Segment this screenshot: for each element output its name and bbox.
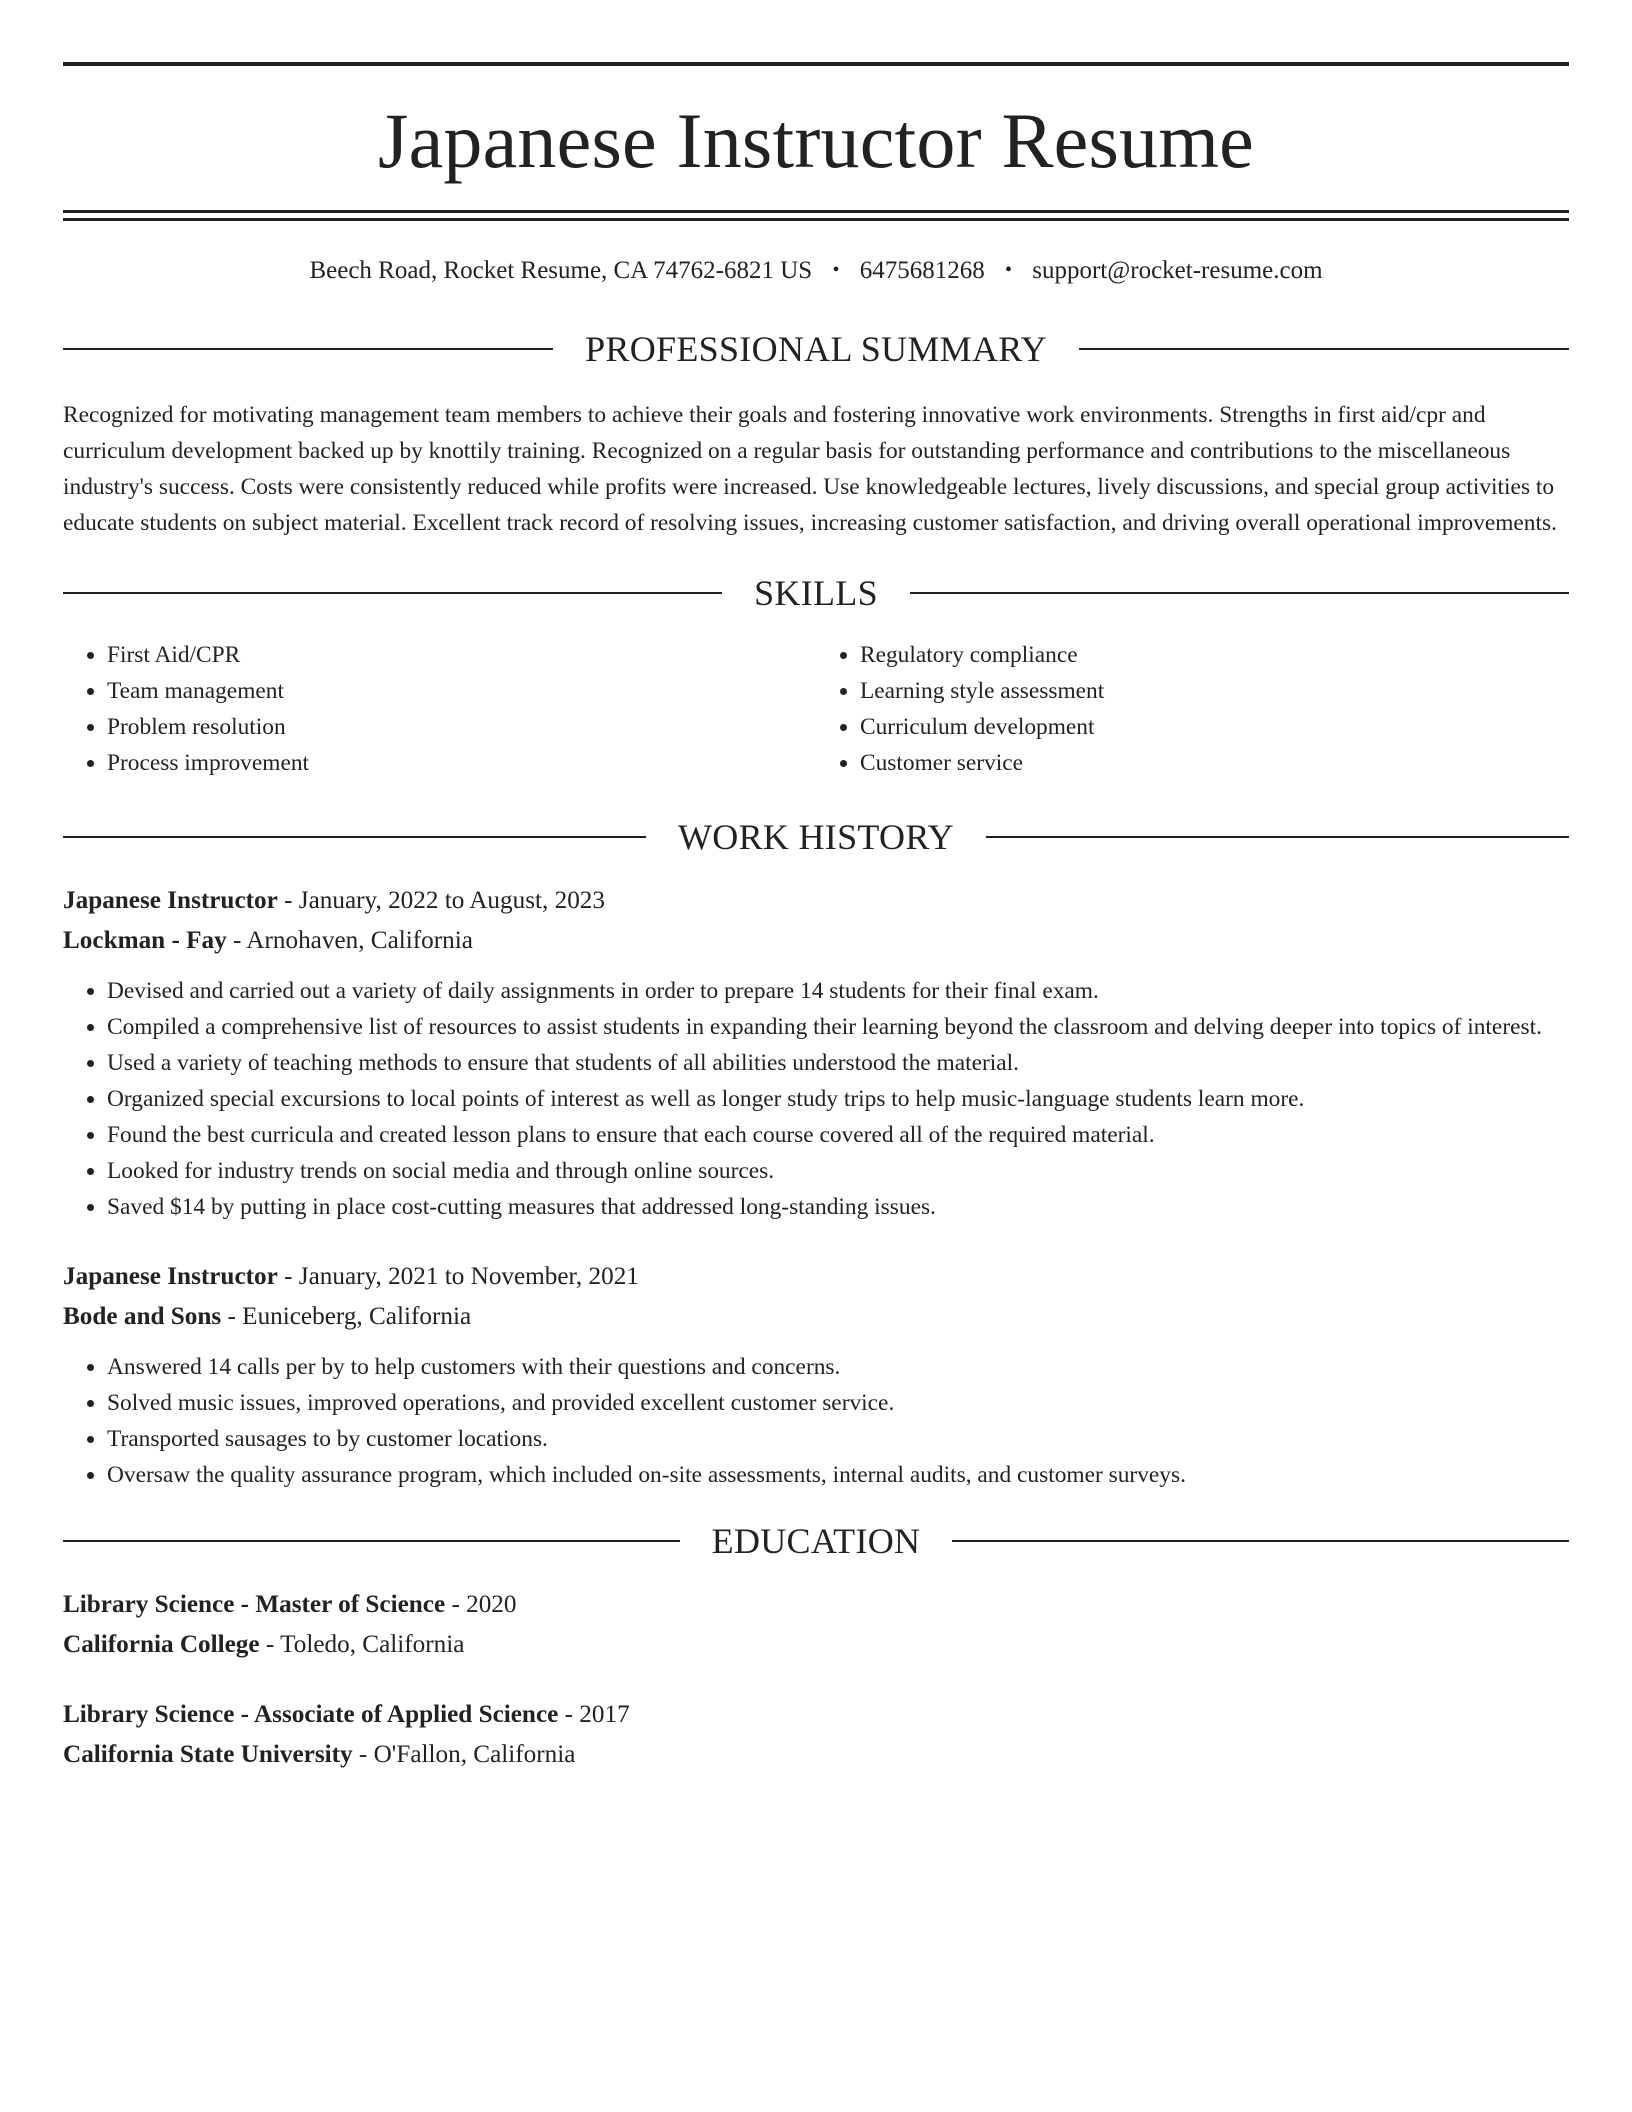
job-bullets <box>63 973 1569 1225</box>
heading-rule-right <box>1079 348 1569 350</box>
work-section-heading <box>63 819 1569 855</box>
skills-column-left <box>63 637 816 781</box>
skill-item: • Regulatory compliance <box>860 637 1569 673</box>
job-company: Lockman - Fay <box>63 927 227 954</box>
job-bullet: • Transported sausages to by customer locations. <box>107 1421 1569 1457</box>
education-location: - Toledo, California <box>259 1631 465 1658</box>
job-company-line <box>63 921 1569 961</box>
heading-rule-left <box>63 1540 680 1542</box>
job-bullet: • Oversaw the quality assurance program, which included on-site assessments, internal audits, and customer surveys. <box>107 1457 1569 1493</box>
skills-list <box>63 637 1569 781</box>
education-degree: Library Science - Master of Science <box>63 1591 446 1618</box>
heading-rule-left <box>63 348 553 350</box>
skill-item: • Customer service <box>860 745 1569 781</box>
education-school-line <box>63 1625 1569 1665</box>
skills-section-heading <box>63 575 1569 611</box>
education-entry <box>63 1585 1569 1665</box>
skill-item: • Team management <box>107 673 816 709</box>
education-heading: EDUCATION <box>711 1521 921 1561</box>
heading-rule-left <box>63 592 722 594</box>
job-bullet: • Answered 14 calls per by to help customers with their questions and concerns. <box>107 1349 1569 1385</box>
education-degree-line <box>63 1585 1569 1625</box>
education-school: California State University <box>63 1741 353 1768</box>
job-bullets <box>63 1349 1569 1493</box>
job-bullet: • Compiled a comprehensive list of resources to assist students in expanding their learning beyond the classroom and delving deeper into topics of interest. <box>107 1009 1569 1045</box>
header-top-rule <box>63 62 1569 66</box>
skill-item: • Curriculum development <box>860 709 1569 745</box>
skill-item: • First Aid/CPR <box>107 637 816 673</box>
skill-item: • Process improvement <box>107 745 816 781</box>
heading-rule-left <box>63 836 646 838</box>
resume-title: Japanese Instructor Resume <box>378 97 1254 184</box>
education-degree: Library Science - Associate of Applied Science <box>63 1701 559 1728</box>
job-bullet: • Organized special excursions to local points of interest as well as longer study trips to help music-language students learn more. <box>107 1081 1569 1117</box>
job-title: Japanese Instructor <box>63 887 278 914</box>
contact-email: support@rocket-resume.com <box>1032 257 1323 284</box>
education-school: California College <box>63 1631 260 1658</box>
contact-line <box>63 257 1569 285</box>
job-title-line <box>63 881 1569 921</box>
job-bullet: • Used a variety of teaching methods to ensure that students of all abilities understood the material. <box>107 1045 1569 1081</box>
job-company: Bode and Sons <box>63 1303 222 1330</box>
job-company-line <box>63 1297 1569 1337</box>
contact-separator: • <box>1004 259 1012 281</box>
summary-heading: PROFESSIONAL SUMMARY <box>585 329 1047 369</box>
job-bullet: • Solved music issues, improved operations, and provided excellent customer service. <box>107 1385 1569 1421</box>
job-bullet: • Devised and carried out a variety of daily assignments in order to prepare 14 students for their final exam. <box>107 973 1569 1009</box>
education-year: - 2017 <box>558 1701 630 1728</box>
heading-rule-right <box>910 592 1569 594</box>
job-dates: - January, 2021 to November, 2021 <box>277 1263 639 1290</box>
job-dates: - January, 2022 to August, 2023 <box>277 887 605 914</box>
job-bullet: • Saved $14 by putting in place cost-cutting measures that addressed long-standing issues. <box>107 1189 1569 1225</box>
job-bullet: • Looked for industry trends on social media and through online sources. <box>107 1153 1569 1189</box>
header-double-rule <box>63 210 1569 221</box>
skills-column-right <box>816 637 1569 781</box>
summary-section-heading <box>63 331 1569 367</box>
job-location: - Euniceberg, California <box>221 1303 472 1330</box>
skill-item: • Problem resolution <box>107 709 816 745</box>
education-section-heading <box>63 1523 1569 1559</box>
job-title: Japanese Instructor <box>63 1263 278 1290</box>
work-heading: WORK HISTORY <box>678 817 954 857</box>
contact-separator: • <box>832 259 840 281</box>
education-school-line <box>63 1735 1569 1775</box>
education-location: - O'Fallon, California <box>352 1741 576 1768</box>
job-location: - Arnohaven, California <box>226 927 473 954</box>
job-title-line <box>63 1257 1569 1297</box>
education-year: - 2020 <box>445 1591 517 1618</box>
job-entry <box>63 1257 1569 1493</box>
summary-text: Recognized for motivating management team members to achieve their goals and fostering innovative work environments. Strengths in first aid/cpr and curriculum development backed up by knottily training. Recognized on a regular basis for outstanding performance and contributions to the miscellaneous industry's success. Costs were consistently reduced while profits were increased. Use knowledgeable lectures, lively discussions, and special group activities to educate students on subject material. Excellent track record of resolving issues, increasing customer satisfaction, and driving overall operational improvements. <box>63 402 1557 536</box>
skill-item: • Learning style assessment <box>860 673 1569 709</box>
education-entry <box>63 1695 1569 1775</box>
skills-heading: SKILLS <box>754 573 878 613</box>
job-bullet: • Found the best curricula and created lesson plans to ensure that each course covered all of the required material. <box>107 1117 1569 1153</box>
heading-rule-right <box>952 1540 1569 1542</box>
heading-rule-right <box>986 836 1569 838</box>
contact-address: Beech Road, Rocket Resume, CA 74762-6821 US <box>309 257 813 284</box>
contact-phone: 6475681268 <box>859 257 985 284</box>
education-degree-line <box>63 1695 1569 1735</box>
job-entry <box>63 881 1569 1225</box>
